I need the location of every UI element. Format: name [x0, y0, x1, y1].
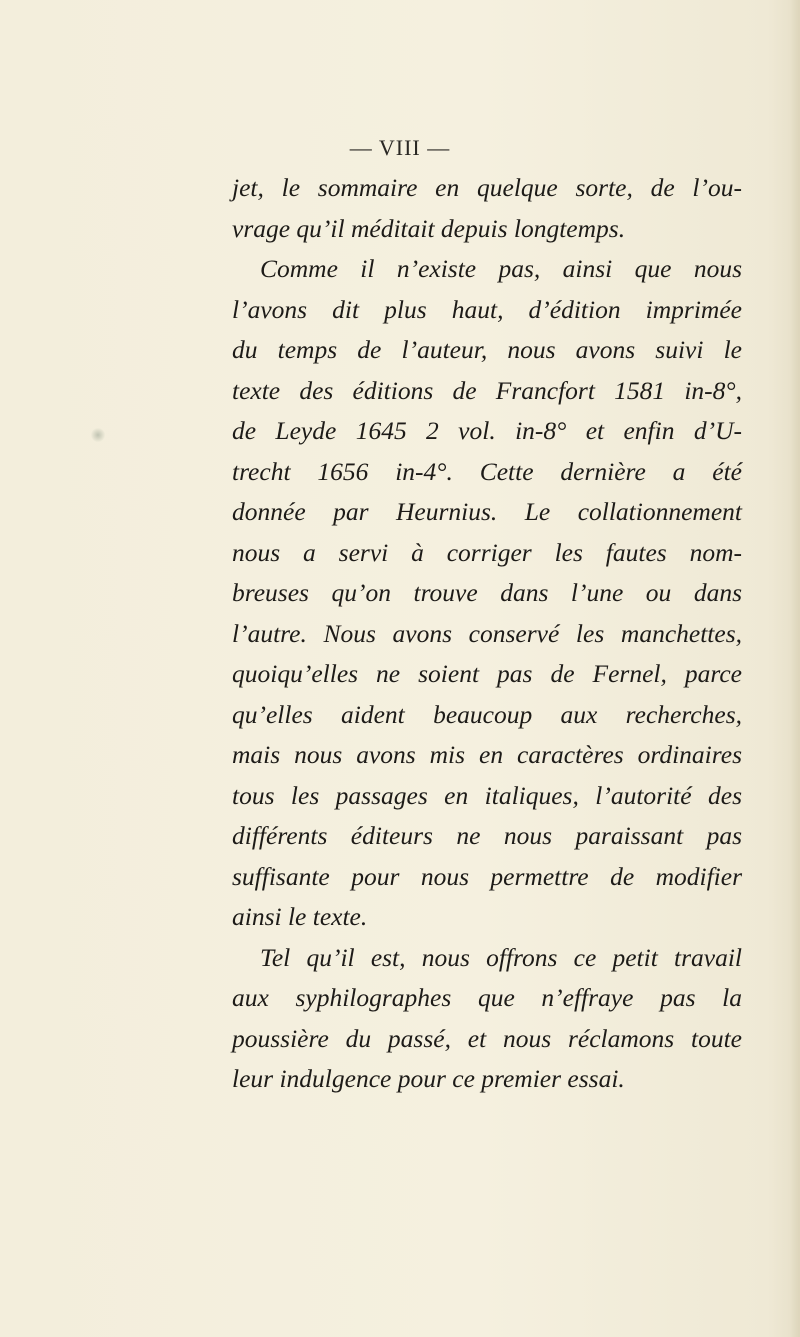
page-number: — VIII — [349, 135, 451, 160]
text-line: donnée par Heurnius. Le collationnement [232, 497, 742, 526]
text-line: mais nous avons mis en caractères ordinaires [232, 740, 742, 769]
text-line: tous les passages en italiques, l’autorité des [232, 780, 742, 810]
text-line: Tel qu’il est, nous offrons ce petit travail [260, 942, 742, 972]
text-line: breuses qu’on trouve dans l’une ou dans [232, 578, 742, 607]
text-line: trecht 1656 in-4°. Cette dernière a été [232, 456, 742, 486]
text-line: l’avons dit plus haut, d’édition imprimée [232, 294, 742, 324]
text-line: leur indulgence pour ce premier essai. [232, 1064, 625, 1093]
text-line: de Leyde 1645 2 vol. in-8° et enfin d’U- [232, 416, 742, 445]
body-text [232, 168, 742, 1100]
paper-spot [91, 428, 105, 442]
text-line: l’autre. Nous avons conservé les manchettes, [232, 618, 742, 648]
text-line: suffisante pour nous permettre de modifier [232, 861, 742, 891]
text-line: jet, le sommaire en quelque sorte, de l’ou- [232, 173, 742, 202]
text-line: différents éditeurs ne nous paraissant pas [232, 821, 742, 850]
text-line: poussière du passé, et nous réclamons toute [232, 1023, 742, 1053]
text-line: du temps de l’auteur, nous avons suivi le [232, 335, 742, 364]
text-line: Comme il n’existe pas, ainsi que nous [260, 254, 742, 283]
text-line: ainsi le texte. [232, 902, 368, 931]
text-line: qu’elles aident beaucoup aux recherches, [232, 699, 742, 729]
text-line: nous a servi à corriger les fautes nom- [232, 537, 742, 567]
text-line: texte des éditions de Francfort 1581 in-8°, [232, 375, 742, 405]
text-line: vrage qu’il méditait depuis longtemps. [232, 213, 626, 243]
text-line: aux syphilographes que n’effraye pas la [232, 983, 742, 1012]
text-line: quoiqu’elles ne soient pas de Fernel, parce [232, 659, 742, 688]
page-edge-shadow [790, 0, 800, 1337]
